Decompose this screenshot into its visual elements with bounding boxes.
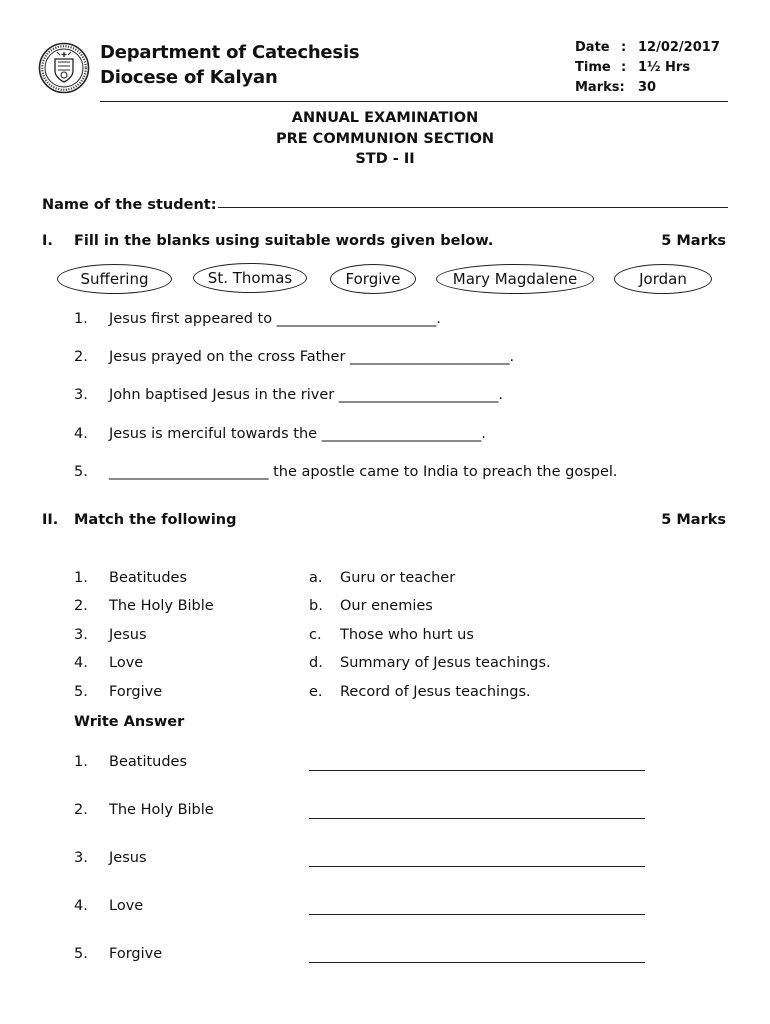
match-left-1-number: 1. [74, 570, 88, 586]
match-left-5-number: 5. [74, 684, 88, 700]
match-right-a-letter: a. [309, 570, 323, 586]
match-right-b-text: Our enemies [340, 598, 433, 614]
answer-5-line [309, 962, 645, 963]
match-left-2-text: The Holy Bible [109, 598, 214, 614]
section2-title: Match the following [74, 512, 237, 528]
answer-4-label: Love [109, 898, 144, 914]
marks-label-text: Marks [575, 80, 620, 95]
match-left-4-text: Love [109, 655, 144, 671]
word-option-5: Jordan [614, 264, 712, 294]
match-right-b-letter: b. [309, 598, 323, 614]
question-5-number: 5. [74, 464, 88, 480]
match-right-a-text: Guru or teacher [340, 570, 456, 586]
section2-marks: 5 Marks [661, 512, 726, 528]
header-divider [100, 101, 728, 102]
answer-2-label: The Holy Bible [109, 802, 214, 818]
date-separator: : [621, 40, 627, 55]
answer-1-label: Beatitudes [109, 754, 188, 770]
marks-value: 30 [638, 80, 657, 95]
match-left-4-number: 4. [74, 655, 88, 671]
answer-1-line [309, 770, 645, 771]
time-label: Time [575, 60, 611, 75]
date-value: 12/02/2017 [638, 40, 720, 55]
date-label: Date [575, 40, 610, 55]
write-answer-heading: Write Answer [74, 714, 185, 730]
answer-3-label: Jesus [109, 850, 147, 866]
answer-5-label: Forgive [109, 946, 163, 962]
answer-1-number: 1. [74, 754, 88, 770]
time-value: 1½ Hrs [638, 60, 691, 75]
answer-4-number: 4. [74, 898, 88, 914]
match-right-e-text: Record of Jesus teachings. [340, 684, 531, 700]
question-2-number: 2. [74, 349, 88, 365]
match-left-3-number: 3. [74, 627, 88, 643]
student-name-label: Name of the student: [42, 197, 217, 213]
answer-4-line [309, 914, 645, 915]
match-right-e-letter: e. [309, 684, 323, 700]
time-separator: : [621, 60, 627, 75]
question-1-text: Jesus first appeared to ______________________. [109, 311, 441, 327]
student-name-line [218, 207, 728, 208]
word-option-3: Forgive [330, 264, 416, 294]
exam-std: STD - II [355, 151, 415, 167]
match-right-d-letter: d. [309, 655, 323, 671]
question-3-text: John baptised Jesus in the river ______________________. [109, 387, 503, 403]
word-option-4: Mary Magdalene [436, 264, 594, 294]
match-left-2-number: 2. [74, 598, 88, 614]
word-option-1: Suffering [57, 264, 172, 294]
match-left-5-text: Forgive [109, 684, 163, 700]
department-name: Department of Catechesis [100, 42, 360, 63]
section1-marks: 5 Marks [661, 233, 726, 249]
match-right-c-letter: c. [309, 627, 322, 643]
answer-3-line [309, 866, 645, 867]
word-option-2: St. Thomas [193, 263, 307, 293]
exam-title: ANNUAL EXAMINATION [291, 110, 479, 126]
diocese-name: Diocese of Kalyan [100, 67, 278, 88]
answer-2-number: 2. [74, 802, 88, 818]
match-left-1-text: Beatitudes [109, 570, 188, 586]
match-left-3-text: Jesus [109, 627, 147, 643]
question-3-number: 3. [74, 387, 88, 403]
question-4-number: 4. [74, 426, 88, 442]
section1-number: I. [42, 233, 53, 249]
section2-number: II. [42, 512, 59, 528]
question-2-text: Jesus prayed on the cross Father ______________________. [109, 349, 515, 365]
question-5-text: ______________________ the apostle came to India to preach the gospel. [109, 464, 618, 480]
marks-label [575, 80, 625, 95]
answer-3-number: 3. [74, 850, 88, 866]
diocese-seal-icon [38, 42, 90, 94]
exam-section: PRE COMMUNION SECTION [275, 131, 495, 147]
section1-title: Fill in the blanks using suitable words given below. [74, 233, 494, 249]
match-right-c-text: Those who hurt us [340, 627, 474, 643]
question-1-number: 1. [74, 311, 88, 327]
answer-2-line [309, 818, 645, 819]
match-right-d-text: Summary of Jesus teachings. [340, 655, 551, 671]
marks-separator: : [619, 80, 625, 95]
answer-5-number: 5. [74, 946, 88, 962]
question-4-text: Jesus is merciful towards the ______________________. [109, 426, 486, 442]
